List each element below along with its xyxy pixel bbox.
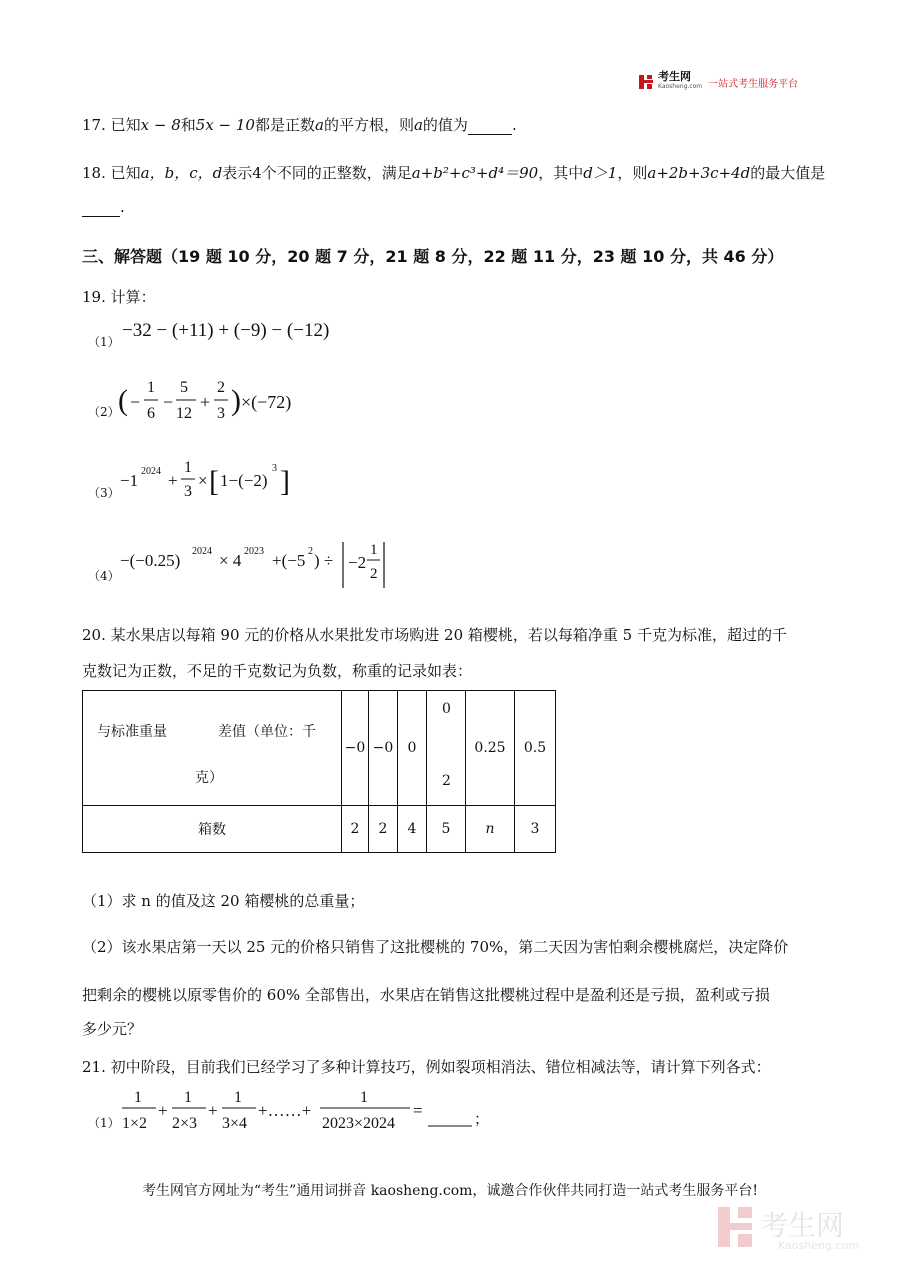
svg-text:+(−5: +(−5: [272, 551, 306, 570]
svg-text:1: 1: [147, 379, 155, 396]
q19-part3-expression: [120, 456, 320, 512]
svg-text:5: 5: [180, 379, 188, 396]
svg-text:1: 1: [184, 459, 192, 476]
count-cell: 4: [398, 806, 427, 853]
logo-slogan: 一站式考生服务平台: [708, 78, 799, 90]
diff-cell: 0 2: [427, 691, 466, 806]
footer-notice: 考生网官方网址为“考生”通用词拼音 kaosheng.com，诚邀合作伙伴共同打造一站式考生服务平台!: [141, 1183, 759, 1199]
diff-cell: −0: [369, 691, 398, 806]
q19-part2-label: （2）: [88, 405, 120, 419]
svg-text:6: 6: [147, 405, 155, 422]
count-cell: 5: [427, 806, 466, 853]
svg-text:−(−0.25): −(−0.25): [120, 551, 181, 570]
svg-text:1×2: 1×2: [122, 1115, 148, 1132]
q19-part4-label: （4）: [88, 569, 120, 583]
svg-text:3: 3: [184, 483, 192, 500]
question-20-line2: 克数记为正数，不足的千克数记为负数，称重的记录如表：: [82, 662, 473, 680]
svg-text:2: 2: [308, 546, 313, 557]
q19-part2-expression: [118, 372, 298, 432]
svg-text:1: 1: [234, 1089, 242, 1106]
diff-cell: −0: [342, 691, 369, 806]
table-row-label: 箱数: [83, 806, 342, 853]
logo-brand: 考生网 Kaosheng.com: [658, 70, 703, 90]
diff-cell: 0.5: [515, 691, 556, 806]
svg-text:1: 1: [360, 1089, 368, 1106]
svg-text:2023×2024: 2023×2024: [322, 1115, 396, 1132]
svg-text:3: 3: [272, 463, 277, 474]
count-cell: 2: [342, 806, 369, 853]
question-18-blank-line: .: [82, 198, 125, 217]
count-cell: 3: [515, 806, 556, 853]
logo-domain: Kaosheng.com: [658, 83, 703, 90]
svg-text:+: +: [200, 392, 211, 412]
q20-part2-line2: 把剩余的樱桃以原零售价的 60% 全部售出，水果店在销售这批樱桃过程中是盈利还是亏损，盈利或亏损: [82, 986, 770, 1004]
q19-part1-label: （1）: [88, 335, 120, 349]
svg-text:2024: 2024: [141, 466, 161, 477]
svg-text:1: 1: [184, 1089, 192, 1106]
table-row: [83, 691, 556, 806]
svg-text:) ÷: ) ÷: [314, 551, 334, 570]
svg-text:2: 2: [370, 566, 378, 582]
svg-text:2024: 2024: [192, 546, 212, 557]
svg-text:3×4: 3×4: [222, 1115, 248, 1132]
svg-text:+: +: [208, 1101, 218, 1120]
table-row: [83, 806, 556, 853]
svg-text:(: (: [118, 384, 128, 417]
svg-text:；: ；: [474, 1112, 490, 1128]
question-17: 17. 已知x − 8和5x − 10都是正数a的平方根，则a的值为 .: [82, 116, 517, 134]
count-cell: 2: [369, 806, 398, 853]
question-18: 18. 已知a，b，c，d表示4个不同的正整数，满足a+b²+c³+d⁴＝90，其中d＞1，则a+2b+3c+4d的最大值是: [82, 164, 826, 182]
watermark: [716, 1203, 876, 1253]
svg-text:× 4: × 4: [219, 551, 242, 570]
svg-text:+: +: [168, 471, 178, 490]
svg-text:−2: −2: [348, 553, 367, 572]
watermark-domain: Kaosheng.com: [778, 1239, 859, 1252]
svg-text:−1: −1: [120, 471, 139, 490]
svg-text:1: 1: [370, 542, 378, 558]
q19-part4-expression: [120, 536, 400, 596]
svg-text:3: 3: [217, 405, 225, 422]
watermark-brand: 考生网: [760, 1209, 845, 1242]
svg-text:): ): [231, 384, 241, 417]
header-logo: [638, 72, 818, 92]
svg-text:12: 12: [176, 405, 192, 422]
svg-text:+: +: [158, 1101, 168, 1120]
answer-blank: [468, 116, 512, 135]
q20-part2-line1: （2）该水果店第一天以 25 元的价格只销售了这批樱桃的 70%，第二天因为害怕剩余樱桃腐烂，决定降价: [82, 938, 789, 956]
q21-part1-label: （1）: [88, 1116, 120, 1130]
question-21: 21. 初中阶段，目前我们已经学习了多种计算技巧，例如裂项相消法、错位相减法等，请计算下列各式：: [82, 1058, 771, 1076]
svg-text:2023: 2023: [244, 546, 264, 557]
q19-part3-label: （3）: [88, 486, 120, 500]
svg-text:−: −: [163, 392, 174, 412]
svg-text:−: −: [130, 392, 141, 412]
svg-text:1−(−2): 1−(−2): [220, 471, 268, 490]
question-19: 19. 计算：: [82, 288, 156, 306]
diff-cell: 0.25: [466, 691, 515, 806]
answer-blank: [82, 198, 120, 217]
svg-text:2×3: 2×3: [172, 1115, 198, 1132]
question-20: 20. 某水果店以每箱 90 元的价格从水果批发市场购进 20 箱樱桃，若以每箱净重 5 千克为标准，超过的千: [82, 626, 787, 644]
q19-part1-expression: [120, 312, 350, 348]
svg-text:+……+: +……+: [258, 1101, 312, 1120]
kaosheng-logo-icon: [638, 74, 654, 90]
svg-text:2: 2: [217, 379, 225, 396]
svg-text:−32 − (+11) + (−9) − (−12): −32 − (+11) + (−9) − (−12): [122, 320, 330, 341]
svg-text:]: ]: [280, 465, 290, 498]
svg-text:1: 1: [134, 1089, 142, 1106]
table-header-cell: 与标准重量 差值（单位：千 克）: [83, 691, 342, 806]
diff-cell: 0: [398, 691, 427, 806]
svg-text:×: ×: [198, 471, 208, 490]
weight-record-table: [82, 690, 556, 853]
watermark-logo-icon: [716, 1203, 876, 1253]
q20-part1: （1）求 n 的值及这 20 箱樱桃的总重量；: [82, 892, 365, 910]
q20-part2-line3: 多少元？: [82, 1020, 143, 1038]
section-3-heading: 三、解答题（19 题 10 分，20 题 7 分，21 题 8 分，22 题 11 分，23 题 10 分，共 46 分）: [82, 247, 784, 266]
svg-text:×(−72): ×(−72): [241, 392, 292, 412]
count-cell: n: [466, 806, 515, 853]
svg-text:=: =: [413, 1101, 423, 1120]
q21-part1-expression: [120, 1084, 490, 1140]
svg-text:[: [: [209, 465, 219, 498]
